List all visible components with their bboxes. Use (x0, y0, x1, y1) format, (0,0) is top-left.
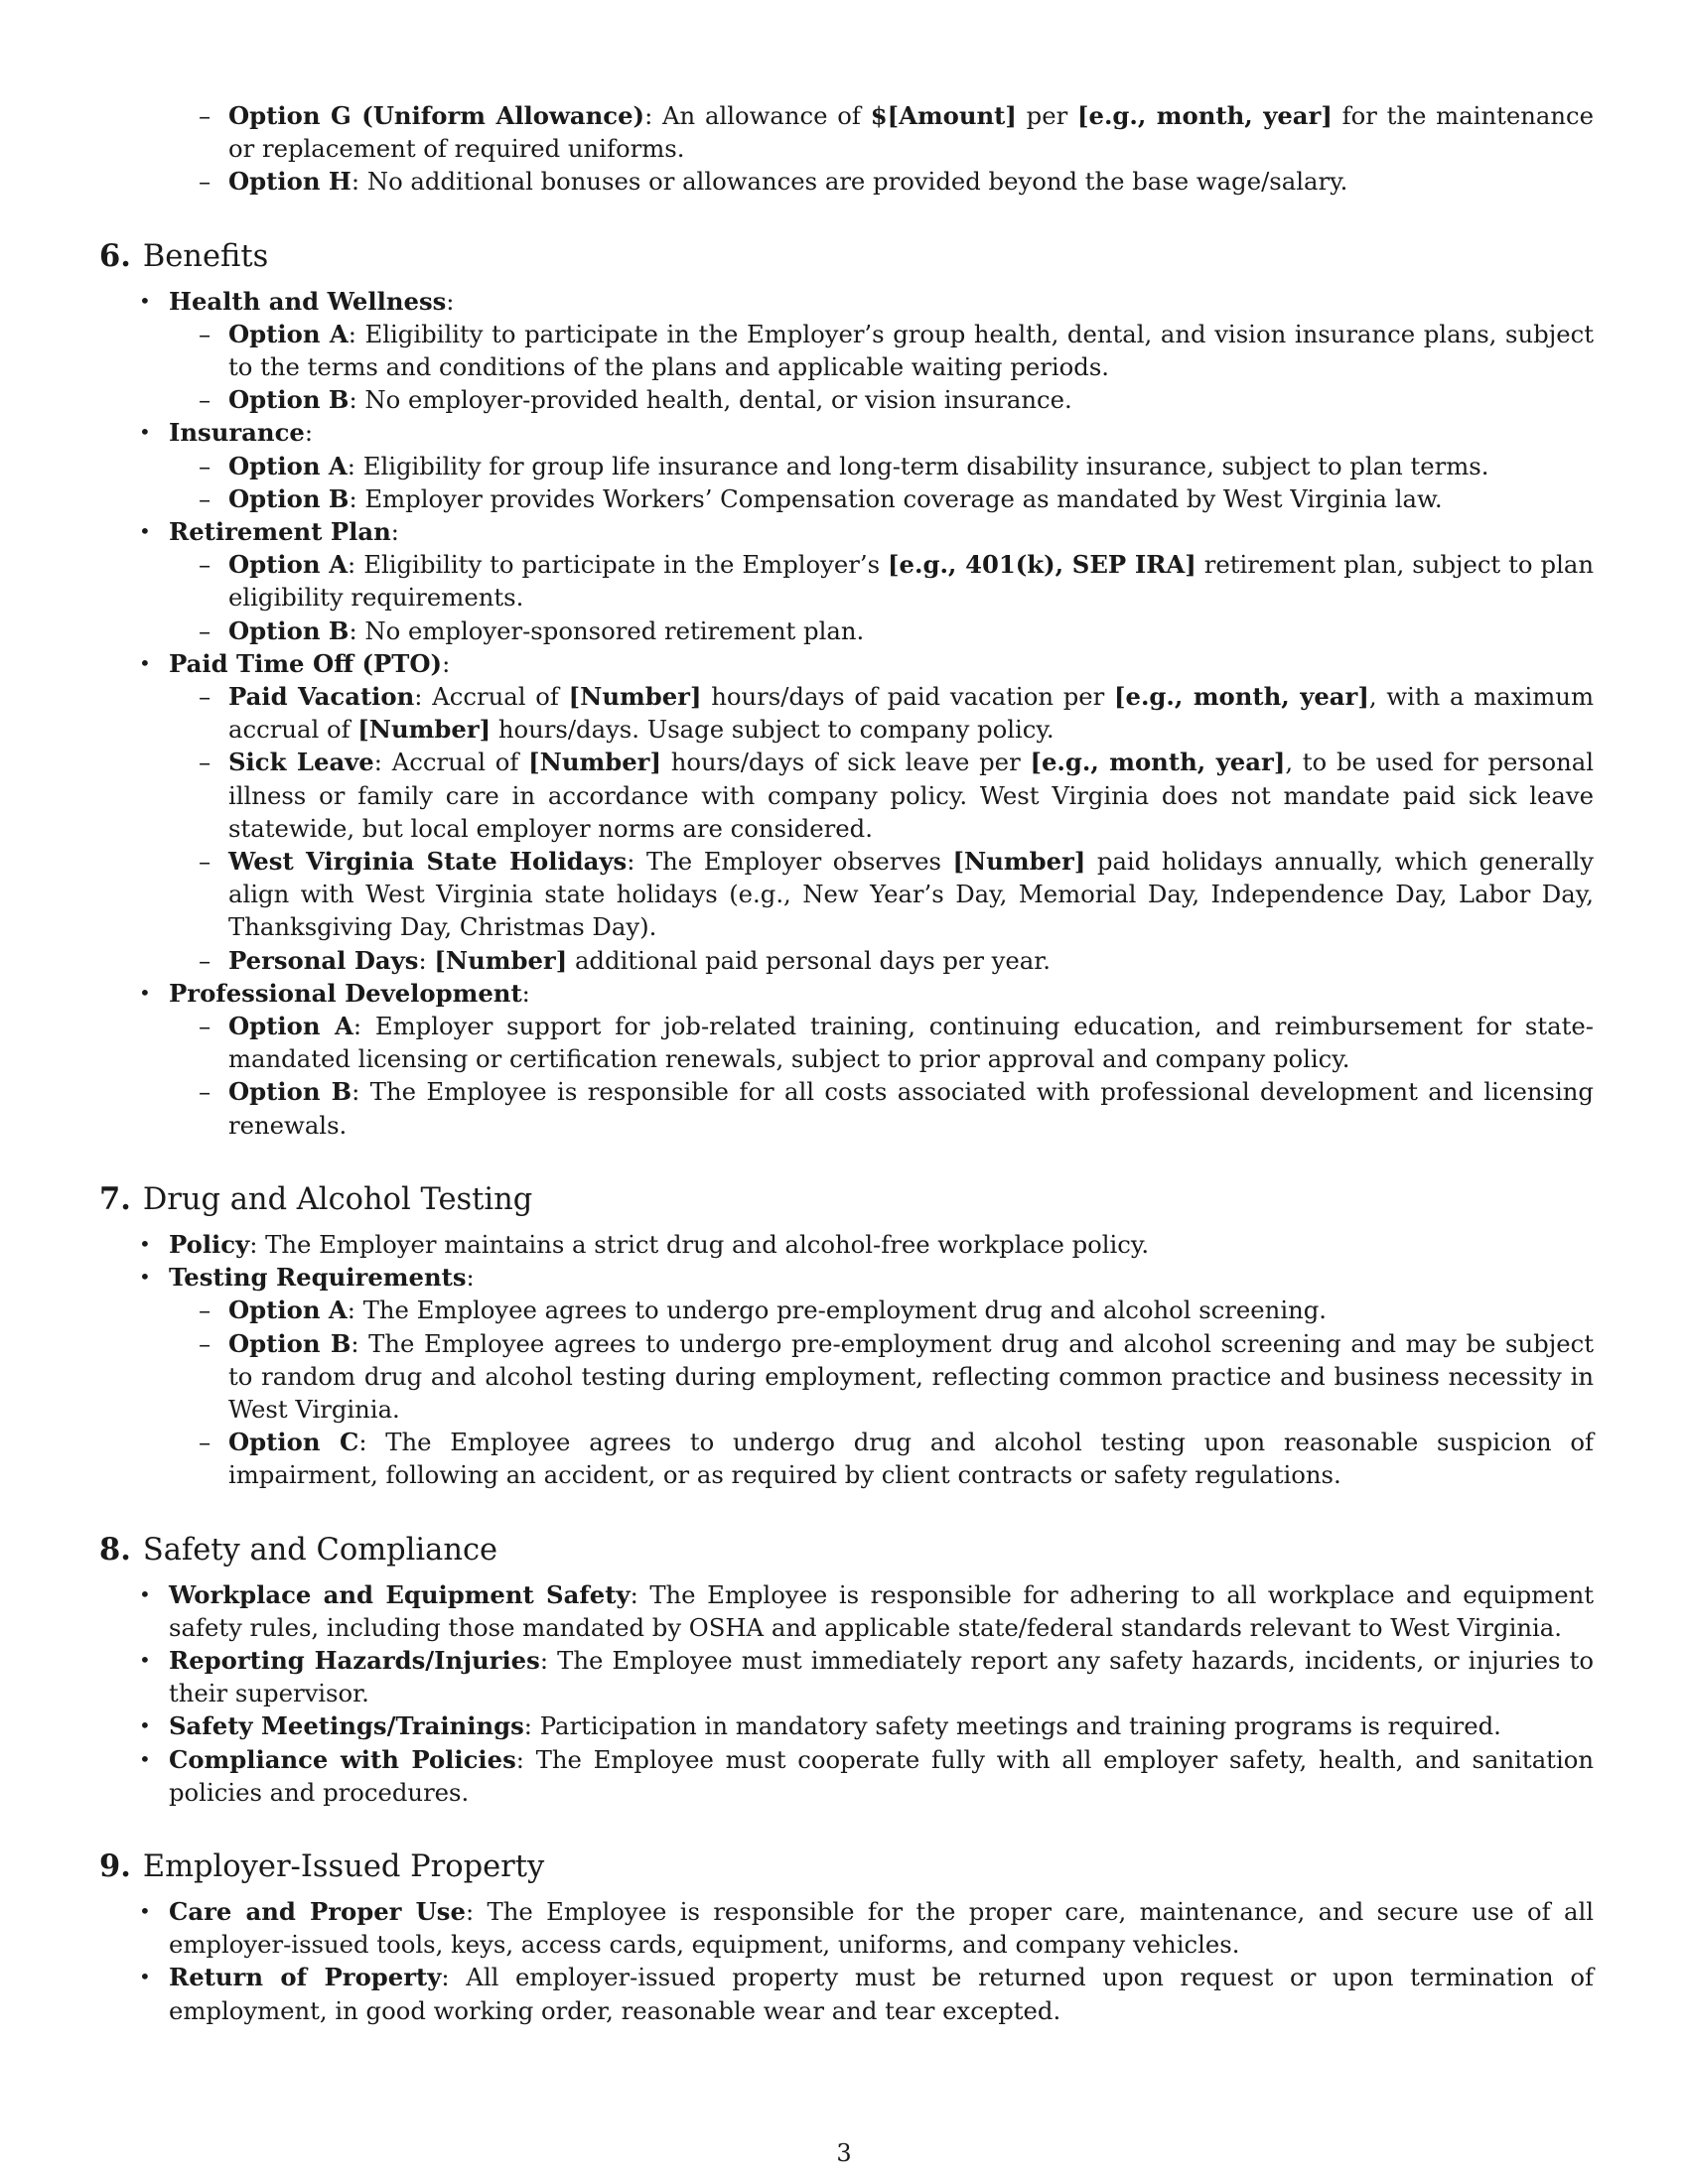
dash-marker: – (199, 1012, 211, 1041)
dash-marker: – (199, 847, 211, 877)
item-text: : Eligibility to participate in the Employer’s group health, dental, and vision insurance plans, subject to the terms and conditions of the plans and applicable waiting periods. (228, 319, 1594, 382)
item-label: Reporting Hazards/Injuries (169, 1645, 540, 1675)
bullet-marker: • (139, 1898, 151, 1923)
item-label: Paid Time Off (PTO) (169, 648, 443, 678)
sub-list-item (99, 99, 1594, 165)
dash-marker: – (199, 748, 211, 777)
item-label: Option B (228, 483, 350, 513)
placeholder-text: [e.g., 401(k), SEP IRA] (888, 550, 1196, 580)
item-label: Retirement Plan (169, 517, 391, 547)
placeholder-text: [e.g., month, year] (1076, 101, 1333, 130)
item-label: Safety Meetings/Trainings (169, 1711, 524, 1741)
bullet-item (99, 1743, 1594, 1809)
bullet-item (99, 1261, 1594, 1491)
item-label: Option A (228, 451, 348, 480)
item-text: per (1016, 101, 1077, 130)
item-label: Option B (228, 385, 350, 415)
item-label: Testing Requirements (169, 1263, 467, 1293)
bullet-marker: • (139, 519, 151, 544)
bullet-item (99, 1961, 1594, 2026)
dash-marker: – (199, 1428, 211, 1457)
item-label: Option H (228, 167, 352, 197)
item-text: additional paid personal days per year. (567, 945, 1051, 975)
bullet-item (99, 647, 1594, 977)
section-heading (99, 1179, 1594, 1220)
item-text: , with a maximum accrual of (228, 682, 1594, 745)
item-text: : No additional bonuses or allowances are provided beyond the base wage/salary. (351, 167, 1348, 197)
bullet-list (99, 1578, 1594, 1809)
section-title: Benefits (142, 238, 269, 274)
sub-list-item (99, 1010, 1594, 1075)
item-text: : (446, 286, 455, 316)
item-label: West Virginia State Holidays (228, 847, 628, 877)
sub-list-item (99, 746, 1594, 845)
dash-marker: – (199, 615, 211, 645)
sub-list-item (99, 1426, 1594, 1491)
item-label: Health and Wellness (169, 286, 447, 316)
item-text: , to be used for personal illness or family care in accordance with company policy. West Virginia does not mandate paid sick leave statewide, but local employer norms are considered. (228, 748, 1594, 843)
page-number: 3 (836, 2139, 852, 2167)
item-text: for the maintenance or replacement of required uniforms. (228, 101, 1595, 164)
bullet-marker: • (139, 420, 151, 445)
section-employer-issued-property (99, 1846, 1594, 2027)
bullet-marker: • (139, 1713, 151, 1738)
section-number: 9. (99, 1847, 131, 1884)
item-text: : The Employee is responsible for the proper care, maintenance, and secure use of all employer-issued tools, keys, access cards, equipment, uniforms, and company vehicles. (169, 1896, 1595, 1960)
sub-list-item (99, 614, 1594, 647)
item-label: Option A (228, 1012, 353, 1041)
bullet-marker: • (139, 650, 151, 675)
sub-list (99, 1294, 1594, 1491)
sub-list-item (99, 482, 1594, 515)
dash-marker: – (199, 945, 211, 975)
section-heading (99, 1846, 1594, 1887)
item-label: Insurance (169, 418, 305, 448)
item-text: : An allowance of (644, 101, 871, 130)
placeholder-text: [Number] (952, 847, 1086, 877)
item-text: : The Employee must immediately report any safety hazards, incidents, or injuries to their supervisor. (169, 1645, 1595, 1708)
sub-list (99, 1010, 1594, 1142)
section-number: 6. (99, 237, 131, 274)
dash-marker: – (199, 483, 211, 513)
placeholder-text: [e.g., month, year] (1114, 682, 1369, 712)
placeholder-text: [Number] (528, 748, 661, 777)
section-number: 7. (99, 1180, 131, 1217)
item-label: Option C (228, 1428, 359, 1457)
bullet-list (99, 1895, 1594, 2027)
placeholder-text: [Number] (568, 682, 702, 712)
item-text: : No employer-sponsored retirement plan. (349, 615, 865, 645)
sub-list (99, 680, 1594, 977)
placeholder-text: $[Amount] (870, 101, 1017, 130)
item-label: Paid Vacation (228, 682, 415, 712)
sub-list-item (99, 845, 1594, 944)
sub-list (99, 450, 1594, 515)
item-text: hours/days of paid vacation per (701, 682, 1115, 712)
sections-container (99, 236, 1594, 2027)
dash-marker: – (199, 101, 211, 130)
sub-list-item (99, 1075, 1594, 1141)
dash-marker: – (199, 1296, 211, 1325)
continuation-list (99, 99, 1594, 199)
bullet-list (99, 1228, 1594, 1492)
item-text: hours/days. Usage subject to company policy. (491, 715, 1055, 745)
sub-list-item (99, 944, 1594, 977)
item-label: Option G (Uniform Allowance) (228, 101, 645, 130)
item-label: Option B (228, 1328, 352, 1358)
bullet-item (99, 977, 1594, 1142)
bullet-item (99, 1578, 1594, 1644)
bullet-list (99, 285, 1594, 1142)
item-label: Care and Proper Use (169, 1896, 466, 1926)
item-label: Return of Property (169, 1963, 442, 1992)
item-text: : No employer-provided health, dental, or vision insurance. (349, 385, 1072, 415)
item-label: Workplace and Equipment Safety (169, 1579, 631, 1609)
bullet-item (99, 515, 1594, 647)
dash-marker: – (199, 451, 211, 480)
dash-marker: – (199, 167, 211, 197)
item-label: Option A (228, 319, 349, 348)
sub-list-item (99, 680, 1594, 746)
item-text: : The Employee agrees to undergo pre-employment drug and alcohol screening and may be subject to random drug and alcohol testing during employment, reflecting common practice and business necessity in West Virginia. (228, 1328, 1594, 1424)
item-text: : (390, 517, 399, 547)
item-text: : Eligibility for group life insurance and long-term disability insurance, subject to plan terms. (347, 451, 1489, 480)
dash-marker: – (199, 1328, 211, 1358)
sub-list-item (99, 1294, 1594, 1326)
item-text: : The Employee is responsible for adhering to all workplace and equipment safety rules, including those mandated by OSHA and applicable state/federal standards relevant to West Virginia. (169, 1579, 1594, 1642)
section-heading (99, 236, 1594, 277)
item-text: : Accrual of (414, 682, 569, 712)
item-text: : The Employee agrees to undergo pre-employment drug and alcohol screening. (347, 1296, 1328, 1325)
dash-marker: – (199, 682, 211, 712)
item-text: : (304, 418, 314, 448)
bullet-item (99, 1709, 1594, 1742)
sub-list-item (99, 318, 1594, 383)
item-text: : The Employer maintains a strict drug and alcohol-free workplace policy. (249, 1229, 1150, 1259)
bullet-marker: • (139, 1647, 151, 1672)
item-label: Option B (228, 1077, 352, 1107)
section-benefits (99, 236, 1594, 1142)
placeholder-text: [Number] (434, 945, 568, 975)
section-drug-and-alcohol-testing (99, 1179, 1594, 1492)
document-page (99, 99, 1594, 2027)
item-label: Option B (228, 615, 350, 645)
item-text: : The Employer observes (627, 847, 953, 877)
dash-marker: – (199, 319, 211, 348)
item-label: Personal Days (228, 945, 419, 975)
item-text: retirement plan, subject to plan eligibility requirements. (228, 550, 1594, 613)
item-label: Policy (169, 1229, 250, 1259)
item-text: : (521, 978, 530, 1008)
item-text: : The Employee must cooperate fully with all employer safety, health, and sanitation policies and procedures. (169, 1744, 1594, 1807)
bullet-item (99, 1228, 1594, 1261)
dash-marker: – (199, 385, 211, 415)
section-title: Safety and Compliance (142, 1532, 498, 1568)
bullet-marker: • (139, 980, 151, 1005)
bullet-marker: • (139, 1746, 151, 1771)
item-text: : The Employee agrees to undergo drug and alcohol testing upon reasonable suspicion of impairment, following an accident, or as required by client contracts or safety regulations. (228, 1428, 1594, 1490)
sub-list (99, 548, 1594, 647)
bullet-marker: • (139, 1231, 151, 1256)
item-text: : Accrual of (373, 748, 529, 777)
sub-list-item (99, 383, 1594, 416)
placeholder-text: [e.g., month, year] (1030, 748, 1286, 777)
bullet-marker: • (139, 1965, 151, 1989)
sub-list-item (99, 1327, 1594, 1427)
sub-list-item (99, 548, 1594, 614)
bullet-item (99, 1644, 1594, 1709)
item-text: : Employer provides Workers’ Compensation coverage as mandated by West Virginia law. (349, 483, 1443, 513)
dash-marker: – (199, 550, 211, 580)
section-heading (99, 1530, 1594, 1570)
item-text: : (418, 945, 435, 975)
bullet-item (99, 416, 1594, 515)
item-text: : (466, 1263, 475, 1293)
section-title: Drug and Alcohol Testing (142, 1181, 533, 1217)
item-label: Compliance with Policies (169, 1744, 516, 1774)
sub-list-item (99, 450, 1594, 482)
bullet-marker: • (139, 1581, 151, 1606)
item-text: paid holidays annually, which generally align with West Virginia state holidays (e.g., New Year’s Day, Memorial Day, Independence Day, Labor Day, Thanksgiving Day, Christmas Day). (228, 847, 1595, 942)
item-text: hours/days of sick leave per (660, 748, 1031, 777)
placeholder-text: [Number] (357, 715, 492, 745)
bullet-item (99, 285, 1594, 417)
item-text: : All employer-issued property must be returned upon request or upon termination of employment, in good working order, reasonable wear and tear excepted. (169, 1963, 1594, 2025)
item-label: Sick Leave (228, 748, 374, 777)
dash-marker: – (199, 1077, 211, 1107)
item-text: : Eligibility to participate in the Employer’s (348, 550, 889, 580)
item-text: : (442, 648, 451, 678)
section-number: 8. (99, 1531, 131, 1568)
item-text: : Employer support for job-related training, continuing education, and reimbursement for state-mandated licensing or certification renewals, subject to prior approval and company policy. (228, 1012, 1594, 1074)
item-label: Professional Development (169, 978, 522, 1008)
bullet-marker: • (139, 1265, 151, 1290)
section-title: Employer-Issued Property (142, 1848, 545, 1884)
item-text: : Participation in mandatory safety meetings and training programs is required. (523, 1711, 1501, 1741)
section-safety-and-compliance (99, 1530, 1594, 1809)
bullet-marker: • (139, 288, 151, 313)
item-text: : The Employee is responsible for all costs associated with professional development and licensing renewals. (228, 1077, 1594, 1140)
item-label: Option A (228, 1296, 348, 1325)
bullet-item (99, 1895, 1594, 1961)
sub-list (99, 318, 1594, 417)
item-label: Option A (228, 550, 349, 580)
sub-list-item (99, 165, 1594, 198)
